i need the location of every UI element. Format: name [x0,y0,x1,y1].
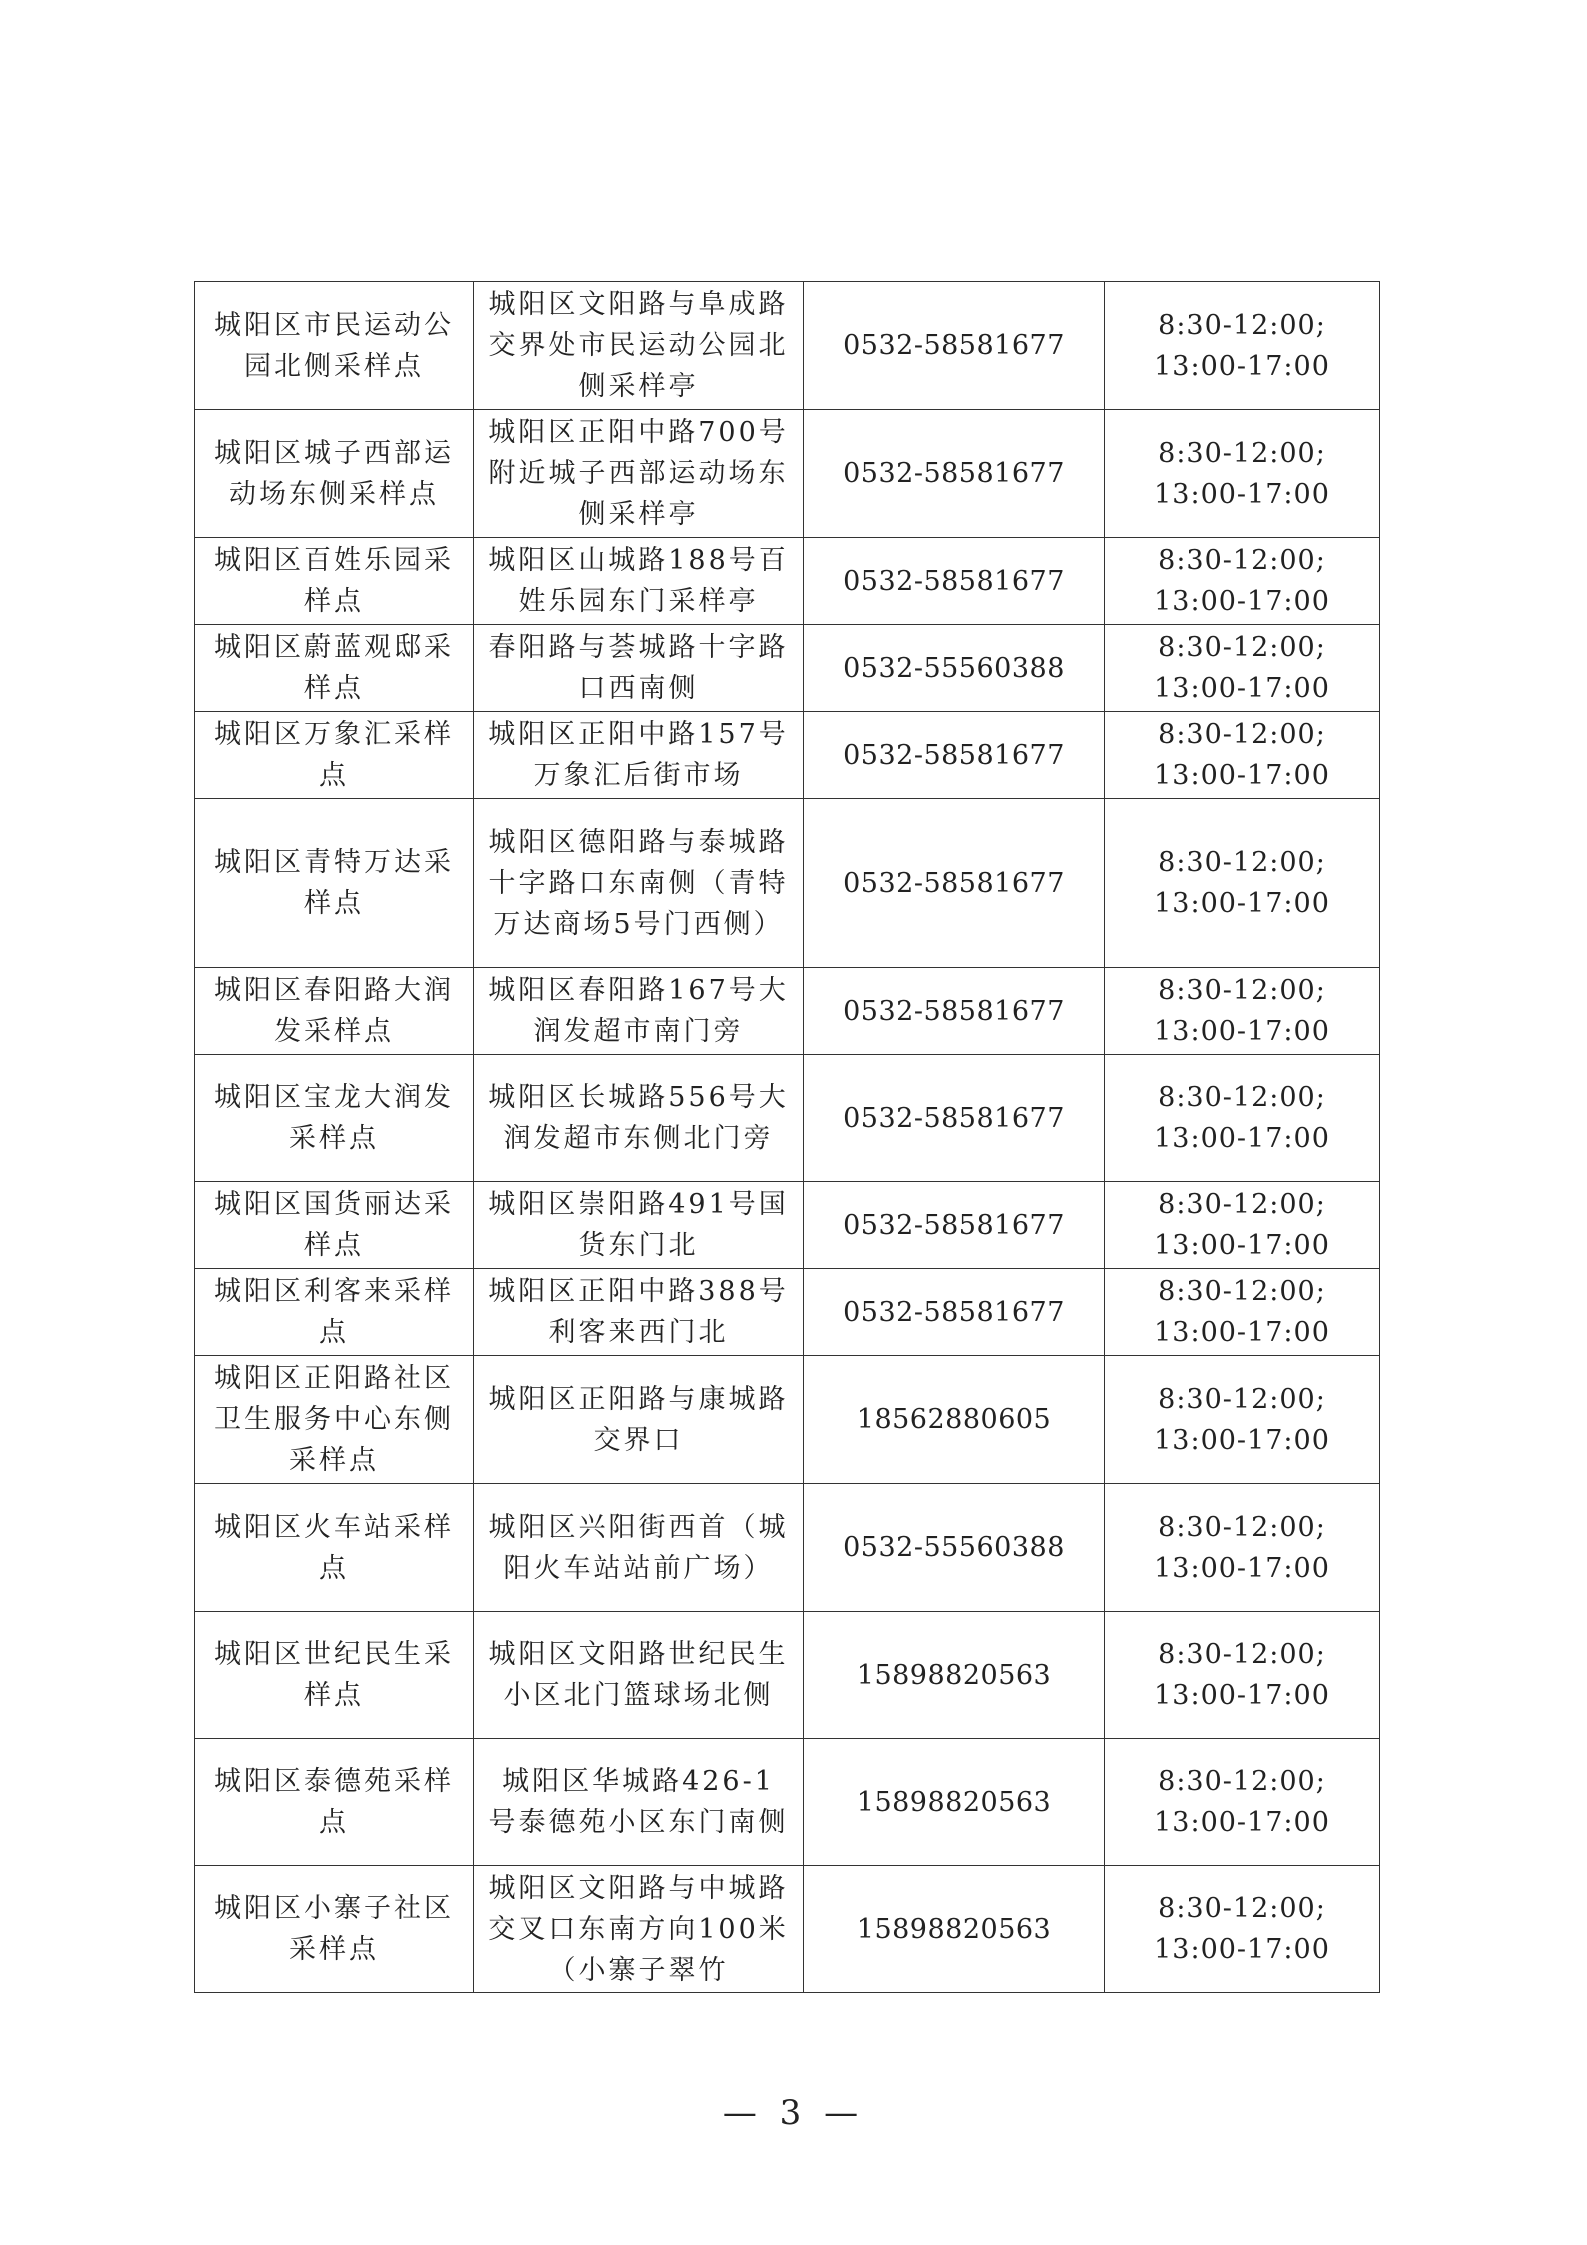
site-name-cell: 城阳区国货丽达采样点 [195,1182,474,1269]
hours-afternoon: 13:00-17:00 [1154,1552,1330,1584]
site-phone-cell: 18562880605 [804,1356,1105,1484]
site-name-cell: 城阳区市民运动公园北侧采样点 [195,282,474,410]
hours-afternoon: 13:00-17:00 [1154,586,1330,617]
table-row [195,282,1380,410]
site-phone-cell: 0532-58581677 [804,538,1105,625]
hours-morning: 8:30-12:00; [1158,309,1326,341]
table-row [195,968,1380,1055]
hours-morning: 8:30-12:00; [1158,719,1326,750]
hours-morning: 8:30-12:00; [1158,632,1326,663]
site-phone-cell: 0532-58581677 [804,968,1105,1055]
site-hours-cell [1105,538,1380,625]
table-row [195,1612,1380,1739]
site-address-cell: 城阳区德阳路与泰城路十字路口东南侧（青特万达商场5号门西侧） [474,799,804,968]
sampling-sites-table-wrapper [194,281,1379,1993]
site-name-cell: 城阳区世纪民生采样点 [195,1612,474,1739]
site-address-cell: 城阳区山城路188号百姓乐园东门采样亭 [474,538,804,625]
sampling-sites-table [194,281,1380,1993]
site-name-cell: 城阳区火车站采样点 [195,1484,474,1612]
site-phone-cell: 0532-58581677 [804,1269,1105,1356]
site-hours-cell [1105,799,1380,968]
hours-afternoon: 13:00-17:00 [1154,1424,1330,1456]
site-name-cell: 城阳区万象汇采样点 [195,712,474,799]
hours-afternoon: 13:00-17:00 [1154,478,1330,510]
site-hours-cell [1105,1269,1380,1356]
site-hours-cell [1105,712,1380,799]
site-phone-cell: 0532-58581677 [804,1055,1105,1182]
site-hours-cell [1105,1356,1380,1484]
hours-morning: 8:30-12:00; [1158,1276,1326,1307]
hours-afternoon: 13:00-17:00 [1154,1317,1330,1348]
site-phone-cell: 0532-58581677 [804,712,1105,799]
site-phone-cell: 0532-55560388 [804,625,1105,712]
hours-afternoon: 13:00-17:00 [1154,1934,1330,1965]
site-name-cell: 城阳区青特万达采样点 [195,799,474,968]
site-phone-cell: 0532-58581677 [804,799,1105,968]
site-address-cell: 城阳区文阳路世纪民生小区北门篮球场北侧 [474,1612,804,1739]
table-row [195,538,1380,625]
site-address-cell: 城阳区正阳路与康城路交界口 [474,1356,804,1484]
table-row [195,1356,1380,1484]
table-row [195,1055,1380,1182]
site-hours-cell [1105,410,1380,538]
site-phone-cell: 0532-55560388 [804,1484,1105,1612]
hours-afternoon: 13:00-17:00 [1154,673,1330,704]
hours-morning: 8:30-12:00; [1158,1082,1326,1113]
site-address-cell: 城阳区华城路426-1号泰德苑小区东门南侧 [474,1739,804,1866]
table-row [195,1866,1380,1993]
table-row [195,799,1380,968]
site-hours-cell [1105,1739,1380,1866]
site-hours-cell [1105,1612,1380,1739]
hours-morning: 8:30-12:00; [1158,847,1326,878]
site-hours-cell [1105,1866,1380,1993]
hours-morning: 8:30-12:00; [1158,1383,1326,1415]
hours-morning: 8:30-12:00; [1158,545,1326,576]
site-hours-cell [1105,1055,1380,1182]
site-hours-cell [1105,968,1380,1055]
table-row [195,410,1380,538]
site-name-cell: 城阳区蔚蓝观邸采样点 [195,625,474,712]
hours-morning: 8:30-12:00; [1158,437,1326,469]
site-address-cell: 城阳区正阳中路157号万象汇后街市场 [474,712,804,799]
site-name-cell: 城阳区利客来采样点 [195,1269,474,1356]
site-name-cell: 城阳区宝龙大润发采样点 [195,1055,474,1182]
hours-morning: 8:30-12:00; [1158,1766,1326,1797]
table-row [195,1484,1380,1612]
site-address-cell: 城阳区崇阳路491号国货东门北 [474,1182,804,1269]
hours-afternoon: 13:00-17:00 [1154,1807,1330,1838]
site-hours-cell [1105,282,1380,410]
site-address-text: 城阳区文阳路与中城路交叉口东南方向100米（小寨子翠竹 [488,1872,789,1986]
hours-afternoon: 13:00-17:00 [1154,888,1330,919]
hours-afternoon: 13:00-17:00 [1154,1016,1330,1047]
site-hours-cell [1105,1484,1380,1612]
site-name-cell: 城阳区小寨子社区采样点 [195,1866,474,1993]
site-address-cell [474,1866,804,1993]
hours-morning: 8:30-12:00; [1158,1639,1326,1670]
site-name-cell: 城阳区百姓乐园采样点 [195,538,474,625]
site-phone-cell: 0532-58581677 [804,410,1105,538]
hours-morning: 8:30-12:00; [1158,1511,1326,1543]
site-address-cell: 城阳区长城路556号大润发超市东侧北门旁 [474,1055,804,1182]
site-name-cell: 城阳区泰德苑采样点 [195,1739,474,1866]
page-number: — 3 — [722,2093,865,2133]
site-name-cell: 城阳区正阳路社区卫生服务中心东侧采样点 [195,1356,474,1484]
site-address-cell: 城阳区正阳中路700号附近城子西部运动场东侧采样亭 [474,410,804,538]
site-phone-cell: 0532-58581677 [804,1182,1105,1269]
table-row [195,625,1380,712]
table-row [195,1739,1380,1866]
hours-afternoon: 13:00-17:00 [1154,1123,1330,1154]
site-phone-cell: 15898820563 [804,1612,1105,1739]
site-hours-cell [1105,1182,1380,1269]
table-row [195,1182,1380,1269]
hours-afternoon: 13:00-17:00 [1154,350,1330,382]
hours-morning: 8:30-12:00; [1158,975,1326,1006]
site-name-cell: 城阳区春阳路大润发采样点 [195,968,474,1055]
hours-afternoon: 13:00-17:00 [1154,1230,1330,1261]
hours-afternoon: 13:00-17:00 [1154,760,1330,791]
site-address-cell: 城阳区春阳路167号大润发超市南门旁 [474,968,804,1055]
hours-morning: 8:30-12:00; [1158,1893,1326,1924]
site-address-cell: 城阳区文阳路与阜成路交界处市民运动公园北侧采样亭 [474,282,804,410]
site-phone-cell: 15898820563 [804,1866,1105,1993]
site-phone-cell: 0532-58581677 [804,282,1105,410]
hours-afternoon: 13:00-17:00 [1154,1680,1330,1711]
site-hours-cell [1105,625,1380,712]
site-phone-cell: 15898820563 [804,1739,1105,1866]
site-address-cell: 城阳区兴阳街西首（城阳火车站站前广场） [474,1484,804,1612]
site-name-cell: 城阳区城子西部运动场东侧采样点 [195,410,474,538]
table-row [195,1269,1380,1356]
table-row [195,712,1380,799]
hours-morning: 8:30-12:00; [1158,1189,1326,1220]
site-address-cell: 春阳路与荟城路十字路口西南侧 [474,625,804,712]
site-address-cell: 城阳区正阳中路388号利客来西门北 [474,1269,804,1356]
